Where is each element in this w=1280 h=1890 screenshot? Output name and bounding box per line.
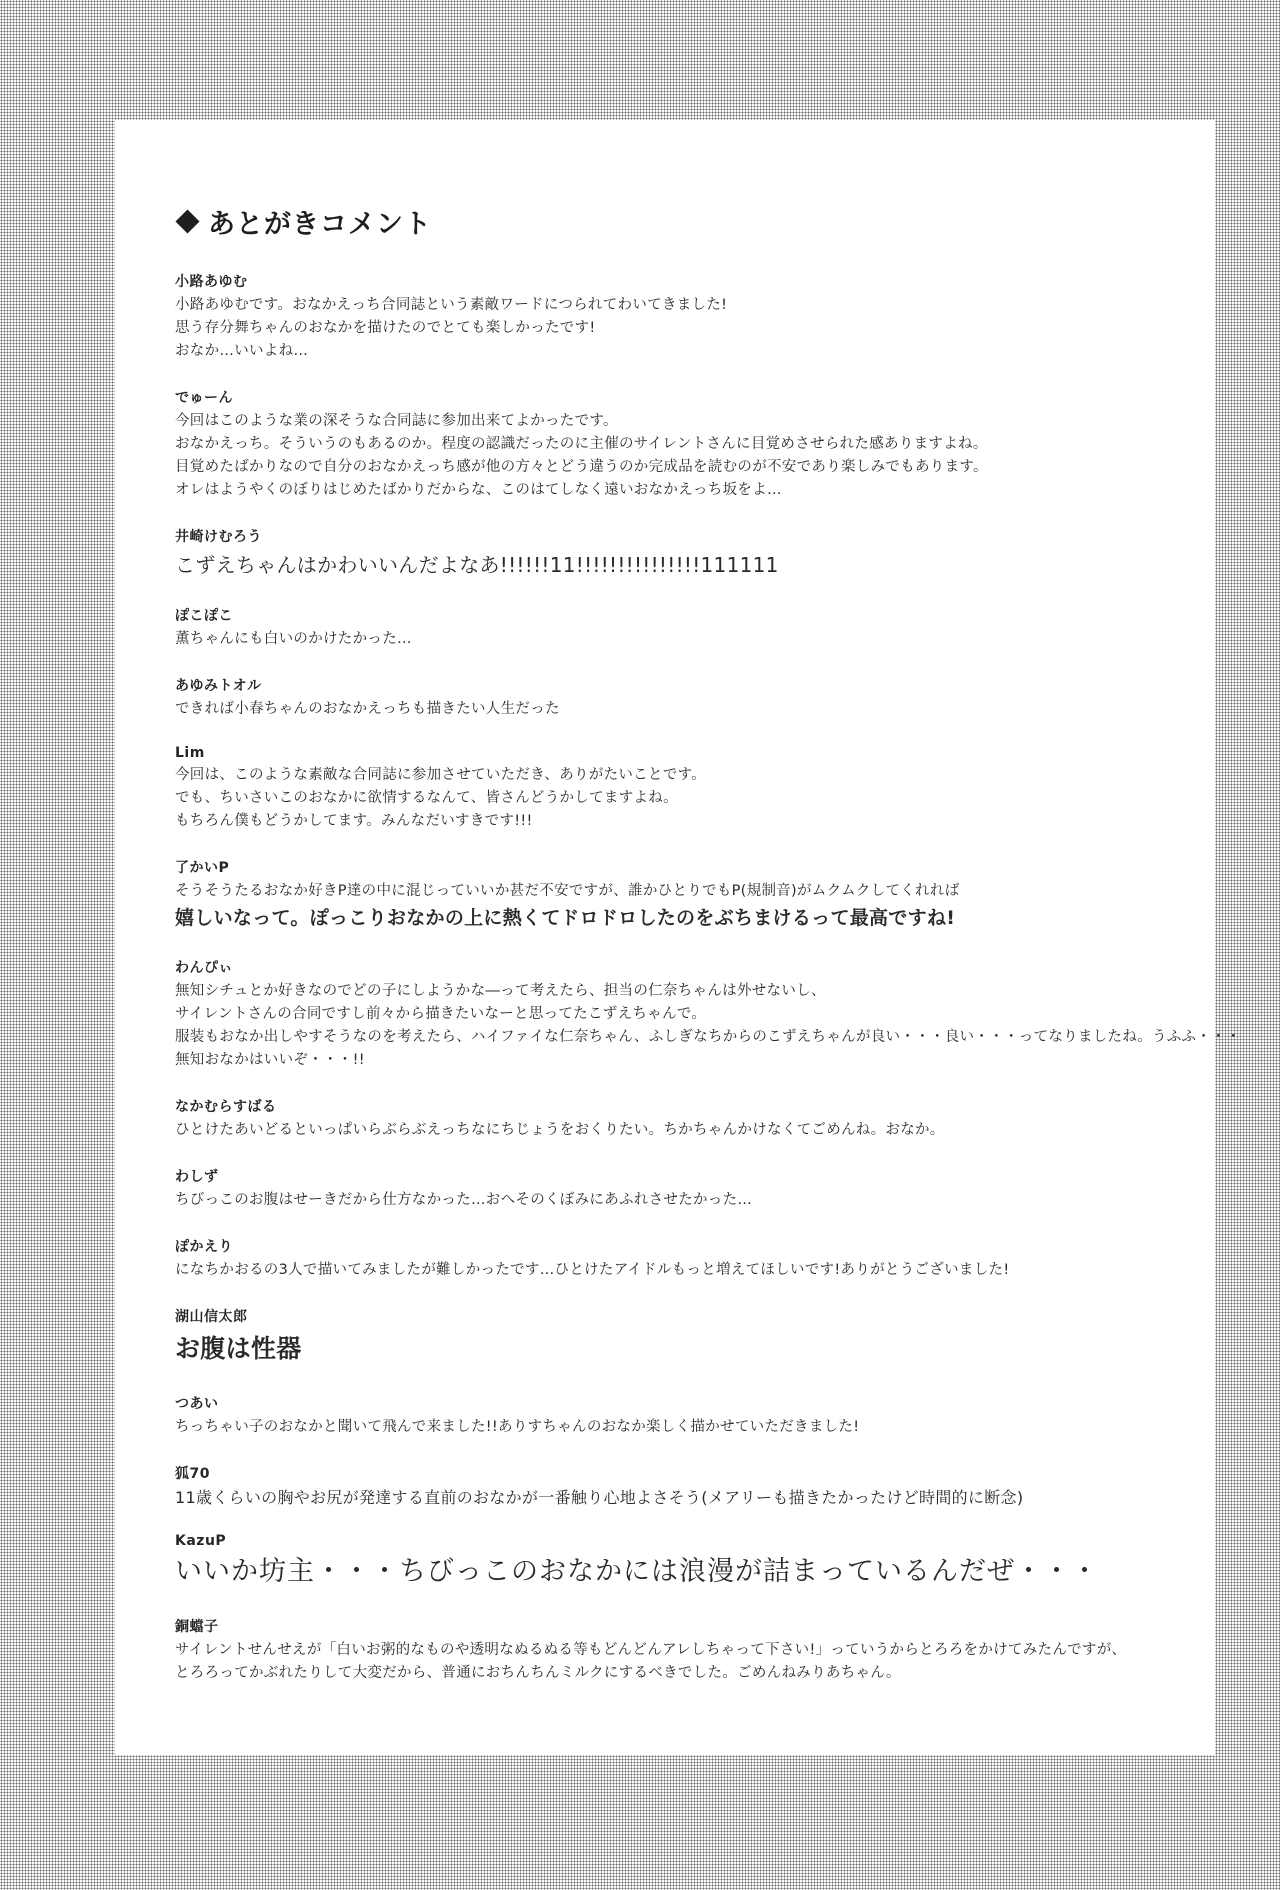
author-name: なかむらすばる <box>175 1099 277 1115</box>
comment-line: サイレントさんの合同ですし前々から描きたいなーと思ってたこずえちゃんで。 <box>175 1006 707 1022</box>
comment-line: 嬉しいなって。ぽっこりおなかの上に熱くてドロドロしたのをぶちまけるって最高ですね! <box>175 907 956 929</box>
comment-entry <box>175 1096 1175 1142</box>
comment-line: 今回はこのような業の深そうな合同誌に参加出来てよかったです。 <box>175 413 618 429</box>
comment-entry <box>175 1306 1175 1369</box>
author-name: でゅーん <box>175 390 233 406</box>
author-name: 小路あゆむ <box>175 274 248 290</box>
author-name: ぽかえり <box>175 1239 233 1255</box>
comment-line: 11歳くらいの胸やお尻が発達する直前のおなかが一番触り心地よさそう(メアリーも描きたかったけど時間的に断念) <box>175 1488 1024 1507</box>
comment-line: 服装もおなか出しやすそうなのを考えたら、ハイファイな仁奈ちゃん、ふしぎなちからのこずえちゃんが良い・・・良い・・・ってなりましたね。うふふ・・・ <box>175 1029 1241 1045</box>
comment-line: もちろん僕もどうかしてます。みんなだいすきです!!! <box>175 813 533 829</box>
comment-line: できれば小春ちゃんのおなかえっちも描きたい人生だった <box>175 701 560 717</box>
comment-entry <box>175 271 1175 363</box>
author-name: つあい <box>175 1396 219 1412</box>
comment-entry <box>175 605 1175 651</box>
comment-entry <box>175 1236 1175 1282</box>
heading-text: あとがきコメント <box>208 209 432 240</box>
comment-entry <box>175 675 1175 721</box>
comment-line: ちびっこのお腹はせーきだから仕方なかった…おへそのくぼみにあふれさせたかった… <box>175 1192 753 1208</box>
author-name: わしず <box>175 1169 219 1185</box>
author-name: あゆみトオル <box>175 678 262 694</box>
comment-line: 今回は、このような素敵な合同誌に参加させていただき、ありがたいことです。 <box>175 767 707 783</box>
comment-line: いいか坊主・・・ちびっこのおなかには浪漫が詰まっているんだぜ・・・ <box>175 1556 1099 1587</box>
comment-line: オレはようやくのぼりはじめたばかりだからな、このはてしなく遠いおなかえっち坂をよ… <box>175 482 782 498</box>
comment-entry <box>175 387 1175 502</box>
page-heading <box>175 202 1175 241</box>
comment-line: ひとけたあいどるといっぱいらぶらぶえっちなにちじょうをおくりたい。ちかちゃんかけなくてごめんね。おなか。 <box>175 1122 945 1138</box>
comment-line: ちっちゃい子のおなかと聞いて飛んで来ました!!ありすちゃんのおなか楽しく描かせていただきました! <box>175 1419 860 1435</box>
author-name: 井崎けむろう <box>175 529 262 545</box>
comment-line: おなか…いいよね… <box>175 343 309 359</box>
comment-entry <box>175 857 1175 933</box>
author-name: 狐70 <box>175 1466 210 1482</box>
comment-entry <box>175 1166 1175 1212</box>
comment-entry <box>175 1616 1175 1685</box>
author-name: 銅蟷子 <box>175 1619 219 1635</box>
comment-entry <box>175 526 1175 581</box>
comment-entry <box>175 1533 1175 1592</box>
comment-line: とろろってかぶれたりして大変だから、普通におちんちんミルクにするべきでした。ごめんねみりあちゃん。 <box>175 1665 901 1681</box>
comment-entry <box>175 745 1175 833</box>
comment-line: 無知シチュとか好きなのでどの子にしようかな―って考えたら、担当の仁奈ちゃんは外せないし、 <box>175 983 826 999</box>
comment-line: 薫ちゃんにも白いのかけたかった… <box>175 631 412 647</box>
comment-page <box>115 120 1241 1755</box>
author-name: Lim <box>175 745 205 761</box>
author-name: 湖山信太郎 <box>175 1309 248 1325</box>
diamond-bullet-icon <box>175 209 199 233</box>
comment-line: でも、ちいさいこのおなかに欲情するなんて、皆さんどうかしてますよね。 <box>175 790 678 806</box>
comment-line: 目覚めたばかりなので自分のおなかえっち感が他の方々とどう違うのか完成品を読むのが不安であり楽しみでもあります。 <box>175 459 988 475</box>
comment-entry <box>175 1463 1175 1509</box>
comment-entry <box>175 1393 1175 1439</box>
comment-line: サイレントせんせえが「白いお粥的なものや透明なぬるぬる等もどんどんアレしちゃって下さい!」っていうからとろろをかけてみたんですが、 <box>175 1642 1127 1658</box>
comment-line: 小路あゆむです。おなかえっち合同誌という素敵ワードにつられてわいてきました! <box>175 297 728 313</box>
comment-line: 無知おなかはいいぞ・・・!! <box>175 1052 365 1068</box>
author-name: KazuP <box>175 1533 227 1549</box>
comment-line: 思う存分舞ちゃんのおなかを描けたのでとても楽しかったです! <box>175 320 596 336</box>
author-name: わんぴぃ <box>175 960 233 976</box>
comment-line: こずえちゃんはかわいいんだよなあ!!!!!!11!!!!!!!!!!!!!!!111111 <box>175 553 779 577</box>
comment-line: お腹は性器 <box>175 1334 302 1363</box>
author-name: 了かいP <box>175 860 230 876</box>
author-name: ぽこぽこ <box>175 608 233 624</box>
comment-entry <box>175 957 1241 1072</box>
comment-line: そうそうたるおなか好きP達の中に混じっていいか甚だ不安ですが、誰かひとりでもP(規制音)がムクムクしてくれれば <box>175 883 960 899</box>
comment-line: おなかえっち。そういうのもあるのか。程度の認識だったのに主催のサイレントさんに目覚めさせられた感ありますよね。 <box>175 436 988 452</box>
comment-line: になちかおるの3人で描いてみましたが難しかったです…ひとけたアイドルもっと増えてほしいです!ありがとうございました! <box>175 1262 1010 1278</box>
